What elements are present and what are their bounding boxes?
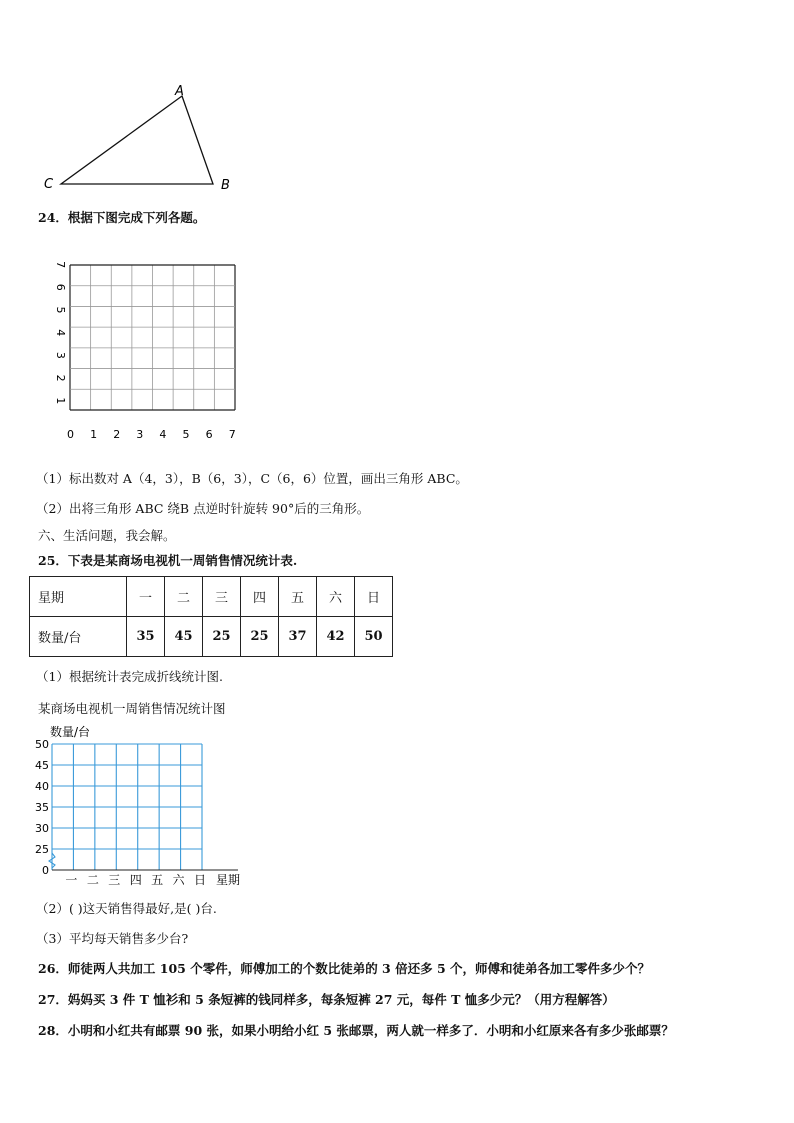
table-value: 50 — [355, 617, 393, 657]
table-value: 25 — [241, 617, 279, 657]
table-day: 六 — [317, 577, 355, 617]
triangle-abc — [61, 96, 213, 184]
table-header-label: 星期 — [30, 577, 127, 617]
y-tick-label: 7 — [54, 261, 67, 269]
table-header-row — [30, 577, 393, 617]
coordinate-grid — [50, 255, 250, 445]
vertex-label-b: B — [221, 178, 230, 193]
section-6-heading: 六、生活问题，我会解。 — [38, 528, 176, 543]
question-25-sub1: （1）根据统计表完成折线统计图. — [36, 669, 223, 684]
question-26: 26．师徒两人共加工 105 个零件，师傅加工的个数比徒弟的 3 倍还多 5 个，师傅和徒弟各加工零件多少个？ — [38, 961, 650, 976]
x-tick-label: 三 — [108, 873, 121, 887]
sales-table — [29, 576, 393, 657]
table-value: 35 — [127, 617, 165, 657]
table-day: 日 — [355, 577, 393, 617]
table-value: 37 — [279, 617, 317, 657]
table-day: 一 — [127, 577, 165, 617]
question-25-title: 25．下表是某商场电视机一周销售情况统计表. — [38, 553, 298, 568]
x-tick-label: 一 — [65, 873, 78, 887]
x-tick-label: 四 — [129, 873, 142, 887]
table-day: 五 — [279, 577, 317, 617]
question-24-sub1: （1）标出数对 A（4，3），B（6，3），C（6，6）位置，画出三角形 ABC。 — [36, 471, 468, 486]
table-row — [30, 617, 393, 657]
question-24-sub2: （2）出将三角形 ABC 绕B 点逆时针旋转 90°后的三角形。 — [36, 501, 370, 516]
line-chart — [30, 720, 260, 892]
chart-title: 某商场电视机一周销售情况统计图 — [38, 701, 226, 716]
x-tick-label: 六 — [172, 873, 185, 887]
question-25-sub2: （2）( )这天销售得最好,是( )台. — [36, 901, 217, 916]
x-tick-label: 日 — [193, 873, 207, 887]
table-value: 25 — [203, 617, 241, 657]
x-tick-label: 0 — [67, 428, 74, 441]
y-axis-label: 数量/台 — [50, 725, 91, 739]
x-axis-label: 星期 — [216, 873, 241, 887]
x-tick-label: 6 — [205, 428, 213, 441]
table-day: 四 — [241, 577, 279, 617]
y-tick-label: 30 — [35, 822, 49, 835]
vertex-label-a: A — [175, 84, 184, 99]
question-27: 27．妈妈买 3 件 T 恤衫和 5 条短裤的钱同样多，每条短裤 27 元，每件 T 恤多少元？（用方程解答） — [38, 992, 615, 1007]
y-tick-label: 1 — [54, 397, 67, 405]
y-tick-label: 50 — [35, 738, 49, 751]
y-tick-label: 3 — [54, 351, 67, 359]
table-value: 45 — [165, 617, 203, 657]
y-tick-label: 2 — [54, 374, 67, 382]
x-tick-label: 1 — [90, 428, 98, 441]
x-tick-label: 2 — [113, 428, 121, 441]
x-tick-label: 5 — [182, 428, 190, 441]
question-25-sub3: （3）平均每天销售多少台? — [36, 931, 189, 946]
y-tick-label: 35 — [35, 801, 49, 814]
x-tick-label: 五 — [151, 873, 164, 887]
table-row-label: 数量/台 — [30, 617, 127, 657]
x-tick-label: 二 — [86, 873, 99, 887]
y-tick-label: 6 — [54, 283, 67, 291]
x-tick-label: 7 — [228, 428, 236, 441]
y-tick-label: 45 — [35, 759, 49, 772]
y-tick-label: 25 — [35, 843, 49, 856]
table-day: 二 — [165, 577, 203, 617]
table-day: 三 — [203, 577, 241, 617]
question-24-title: 24．根据下图完成下列各题。 — [38, 210, 206, 225]
x-tick-label: 4 — [159, 428, 167, 441]
y-tick-label: 4 — [54, 329, 67, 337]
vertex-label-c: C — [44, 177, 54, 192]
question-28: 28．小明和小红共有邮票 90 张，如果小明给小红 5 张邮票，两人就一样多了．小明和小红原来各有多少张邮票？ — [38, 1023, 674, 1038]
y-tick-label: 0 — [42, 864, 49, 877]
y-tick-label: 5 — [54, 306, 67, 314]
table-value: 42 — [317, 617, 355, 657]
triangle-figure — [30, 78, 260, 198]
y-tick-label: 40 — [35, 780, 49, 793]
x-tick-label: 3 — [136, 428, 144, 441]
